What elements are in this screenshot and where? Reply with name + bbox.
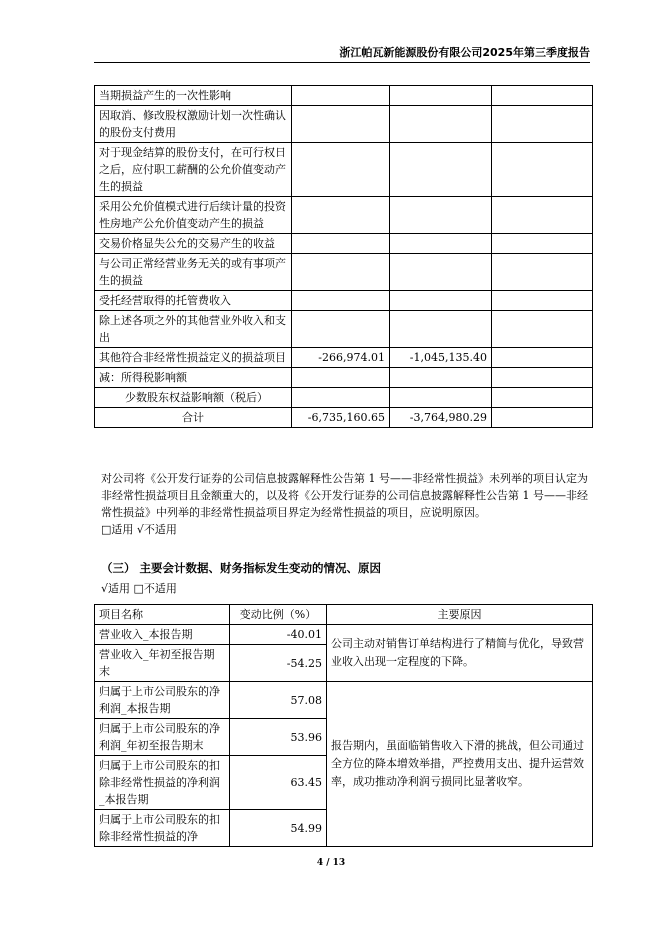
ytd-value xyxy=(390,368,492,388)
ytd-value: -1,045,135.40 xyxy=(390,348,492,368)
row-label: 采用公允价值模式进行后续计量的投资性房地产公允价值变动产生的损益 xyxy=(95,197,292,234)
note-cell xyxy=(492,311,593,348)
current-period-value xyxy=(292,368,390,388)
note-cell xyxy=(492,143,593,197)
header-change-ratio: 变动比例（%） xyxy=(230,605,327,625)
total-current-value: -6,735,160.65 xyxy=(292,408,390,428)
applicability-option: □适用 √不适用 xyxy=(101,523,177,536)
current-period-value xyxy=(292,86,390,106)
change-ratio: -40.01 xyxy=(230,625,327,645)
non-recurring-gains-table xyxy=(94,85,593,428)
table-row xyxy=(95,197,593,234)
current-period-value xyxy=(292,143,390,197)
change-ratio: -54.25 xyxy=(230,645,327,682)
note-cell xyxy=(492,106,593,143)
row-label: 归属于上市公司股东的扣除非经常性损益的净利润_本报告期 xyxy=(95,756,230,810)
row-label: 对于现金结算的股份支付，在可行权日之后，应付职工薪酬的公允价值变动产生的损益 xyxy=(95,143,292,197)
row-label: 受托经营取得的托管费收入 xyxy=(95,291,292,311)
reason-profit: 报告期内，虽面临销售收入下滑的挑战，但公司通过全方位的降本增效举措，严控费用支出、提升运营效率，成功推动净利润亏损同比显著收窄。 xyxy=(327,682,593,847)
table-row xyxy=(95,234,593,254)
section-applicability-option: √适用 □不适用 xyxy=(101,582,177,595)
key-indicator-change-table xyxy=(94,604,593,847)
row-label: 营业收入_本报告期 xyxy=(95,625,230,645)
section-title: （三） 主要会计数据、财务指标发生变动的情况、原因 xyxy=(101,561,382,575)
note-cell xyxy=(492,197,593,234)
table-row xyxy=(95,348,593,368)
table-row xyxy=(95,291,593,311)
table-row xyxy=(95,143,593,197)
row-label: 除上述各项之外的其他营业外收入和支出 xyxy=(95,311,292,348)
explanation-paragraph: 对公司将《公开发行证券的公司信息披露解释性公告第 1 号——非经常性损益》未列举的项目认定为非经常性损益项目且金额重大的，以及将《公开发行证券的公司信息披露解释性公告第 1 号——非经常性损益》中列举的非经常性损益项目界定为经常性损益的项目，应说明原因。 xyxy=(101,472,588,519)
total-label: 合计 xyxy=(95,408,292,428)
note-cell xyxy=(492,291,593,311)
row-label: 少数股东权益影响额（税后） xyxy=(95,388,292,408)
current-period-value xyxy=(292,388,390,408)
current-period-value: -266,974.01 xyxy=(292,348,390,368)
note-cell xyxy=(492,86,593,106)
row-label: 归属于上市公司股东的净利润_年初至报告期末 xyxy=(95,719,230,756)
ytd-value xyxy=(390,197,492,234)
header-main-reason: 主要原因 xyxy=(327,605,593,625)
total-ytd-value: -3,764,980.29 xyxy=(390,408,492,428)
current-period-value xyxy=(292,311,390,348)
note-cell xyxy=(492,254,593,291)
ytd-value xyxy=(390,254,492,291)
note-cell xyxy=(492,388,593,408)
change-ratio: 63.45 xyxy=(230,756,327,810)
row-label: 当期损益产生的一次性影响 xyxy=(95,86,292,106)
row-label: 交易价格显失公允的交易产生的收益 xyxy=(95,234,292,254)
note-cell xyxy=(492,234,593,254)
change-ratio: 57.08 xyxy=(230,682,327,719)
ytd-value xyxy=(390,86,492,106)
table-header-row xyxy=(95,605,593,625)
change-ratio: 53.96 xyxy=(230,719,327,756)
document-header: 浙江帕瓦新能源股份有限公司2025年第三季度报告 xyxy=(339,46,590,59)
reason-revenue: 公司主动对销售订单结构进行了精简与优化，导致营业收入出现一定程度的下降。 xyxy=(327,625,593,682)
current-period-value xyxy=(292,234,390,254)
header-rule xyxy=(94,62,590,63)
ytd-value xyxy=(390,291,492,311)
ytd-value xyxy=(390,311,492,348)
current-period-value xyxy=(292,106,390,143)
table-row xyxy=(95,311,593,348)
row-label: 与公司正常经营业务无关的或有事项产生的损益 xyxy=(95,254,292,291)
header-item-name: 项目名称 xyxy=(95,605,230,625)
table-row xyxy=(95,254,593,291)
note-cell xyxy=(492,348,593,368)
row-label: 营业收入_年初至报告期末 xyxy=(95,645,230,682)
note-cell xyxy=(492,408,593,428)
row-label: 因取消、修改股权激励计划一次性确认的股份支付费用 xyxy=(95,106,292,143)
ytd-value xyxy=(390,143,492,197)
note-cell xyxy=(492,368,593,388)
table-row xyxy=(95,388,593,408)
current-period-value xyxy=(292,254,390,291)
row-label: 归属于上市公司股东的净利润_本报告期 xyxy=(95,682,230,719)
row-label: 归属于上市公司股东的扣除非经常性损益的净 xyxy=(95,810,230,847)
page-number: 4 / 13 xyxy=(316,858,346,868)
ytd-value xyxy=(390,388,492,408)
row-label: 其他符合非经常性损益定义的损益项目 xyxy=(95,348,292,368)
change-ratio: 54.99 xyxy=(230,810,327,847)
current-period-value xyxy=(292,197,390,234)
current-period-value xyxy=(292,291,390,311)
ytd-value xyxy=(390,106,492,143)
total-row xyxy=(95,408,593,428)
table-row xyxy=(95,86,593,106)
row-label: 减：所得税影响额 xyxy=(95,368,292,388)
table-row xyxy=(95,682,593,719)
table-row xyxy=(95,368,593,388)
ytd-value xyxy=(390,234,492,254)
table-row xyxy=(95,106,593,143)
table-row xyxy=(95,625,593,645)
